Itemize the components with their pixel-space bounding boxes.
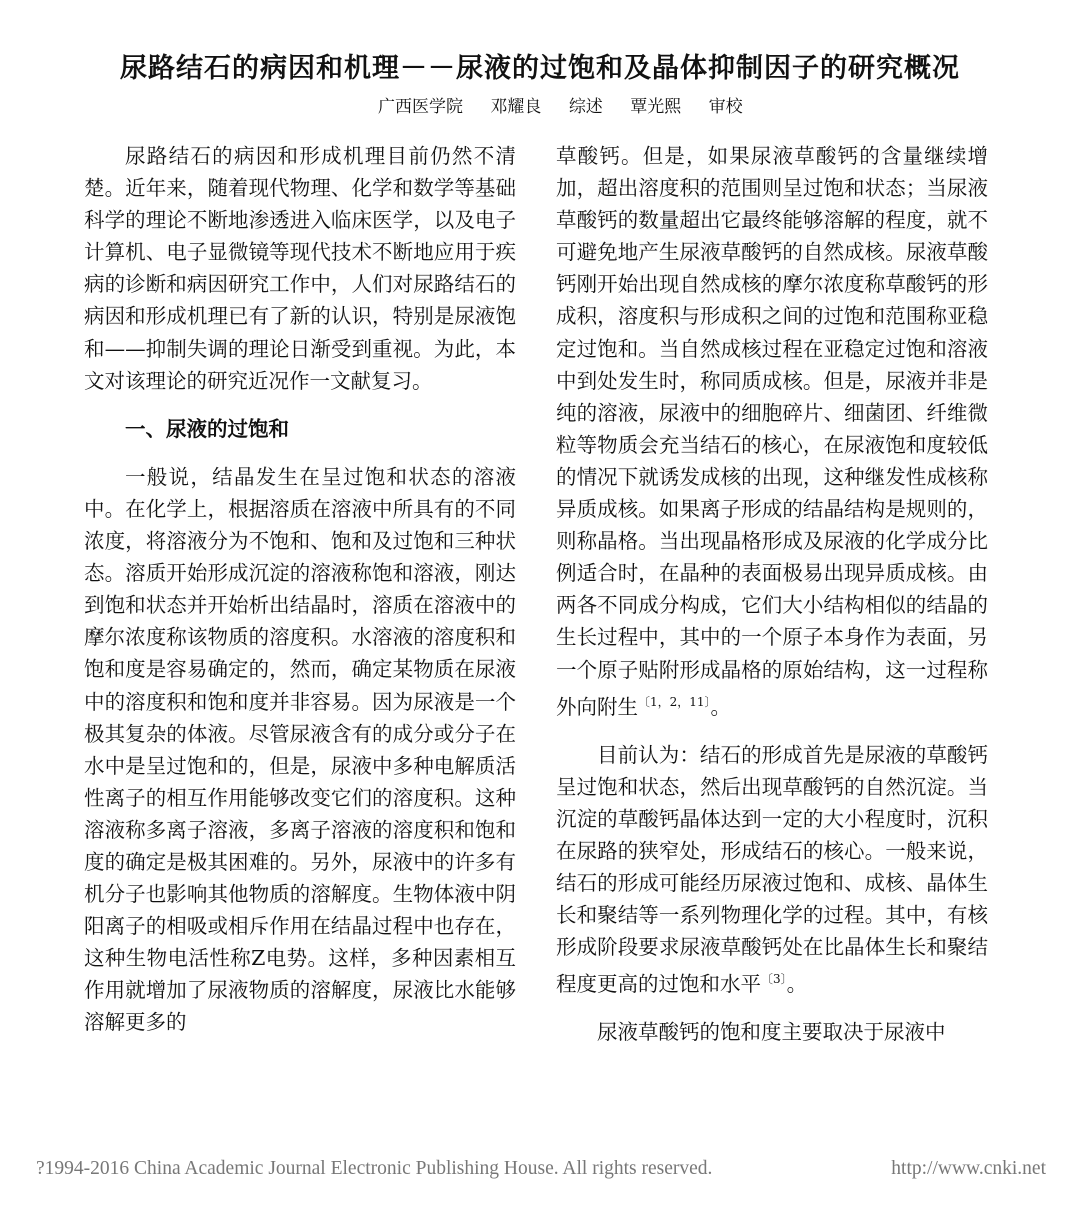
copyright-notice: ?1994-2016 China Academic Journal Electronic Publishing House. All rights reserved. xyxy=(36,1158,713,1179)
citation: 〔3〕 xyxy=(761,972,787,987)
institution: 广西医学院 xyxy=(378,97,463,117)
paragraph-text: 草酸钙。但是，如果尿液草酸钙的含量继续增加，超出溶度积的范围则呈过饱和状态；当尿液草酸钙的数量超出它最终能够溶解的程度，就不可避免地产生尿液草酸钙的自然成核。尿液草酸钙刚开始出现自然成核的摩尔浓度称草酸钙的形成积，溶度积与形成积之间的过饱和范围称亚稳定过饱和。当自然成核过程在亚稳定过饱和溶液中到处发生时，称同质成核。但是，尿液并非是纯的溶液，尿液中的细胞碎片、细菌团、纤维微粒等物质会充当结石的核心，在尿液饱和度较低的情况下就诱发成核的出现，这种继发性成核称异质成核。如果离子形成的结晶结构是规则的，则称晶格。当出现晶格形成及尿液的化学成分比例适合时，在晶种的表面极易出现异质成核。由两各不同成分构成，它们大小结构相似的结晶的生长过程中，其中的一个原子本身作为表面，另一个原子贴附形成晶格的原始结构，这一过程称外向附生 xyxy=(556,144,988,719)
article-title: 尿路结石的病因和机理－－尿液的过饱和及晶体抑制因子的研究概况 xyxy=(120,53,960,85)
body-paragraph: 尿液草酸钙的饱和度主要取决于尿液中 xyxy=(597,1020,946,1045)
citation: 〔1，2，11〕 xyxy=(638,694,711,709)
paragraph-text: 目前认为：结石的形成首先是尿液的草酸钙呈过饱和状态，然后出现草酸钙的自然沉淀。当沉淀的草酸钙晶体达到一定的大小程度时，沉积在尿路的狭窄处，形成结石的核心。一般来说，结石的形成可能经历尿液过饱和、成核、晶体生长和聚结等一系列物理化学的过程。其中，有核形成阶段要求尿液草酸钙处在比晶体生长和聚结程度更高的过饱和水平 xyxy=(556,742,988,996)
body-paragraph: 一般说，结晶发生在呈过饱和状态的溶液中。在化学上，根据溶质在溶液中所具有的不同浓度，将溶液分为不饱和、饱和及过饱和三种状态。溶质开始形成沉淀的溶液称饱和溶液，刚达到饱和状态并开始析出结晶时，溶质在溶液中的摩尔浓度称该物质的溶度积。水溶液的溶度积和饱和度是容易确定的，然而，确定某物质在尿液中的溶度积和饱和度并非容易。因为尿液是一个极其复杂的体液。尽管尿液含有的成分或分子在水中是呈过饱和的，但是，尿液中多种电解质活性离子的相互作用能够改变它们的溶度积。这种溶液称多离子溶液，多离子溶液的溶度积和饱和度的确定是极其困难的。另外，尿液中的许多有机分子也影响其他物质的溶解度。生物体液中阴阳离子的相吸或相斥作用在结晶过程中也存在，这种生物电活性称Z电势。这样，多种因素相互作用就增加了尿液物质的溶解度，尿液比水能够溶解更多的 xyxy=(84,464,516,1035)
author-role: 综述 xyxy=(568,97,603,117)
paragraph-end: 。 xyxy=(786,972,808,996)
body-paragraph xyxy=(556,739,988,1001)
intro-paragraph: 尿路结石的病因和形成机理目前仍然不清楚。近年来，随着现代物理、化学和数学等基础科学的理论不断地渗透进入临床医学，以及电子计算机、电子显微镜等现代技术不断地应用于疾病的诊断和病因研究工作中，人们对尿路结石的病因和形成机理已有了新的认识，特别是尿液饱和——抑制失调的理论日渐受到重视。为此，本文对该理论的研究近况作一文献复习。 xyxy=(84,144,516,393)
author: 邓耀良 xyxy=(490,97,542,117)
source-url: http://www.cnki.net xyxy=(891,1158,1046,1179)
body-paragraph-continued xyxy=(556,140,988,723)
reviewer-role: 审校 xyxy=(708,97,743,117)
paragraph-end: 。 xyxy=(710,694,732,719)
right-column xyxy=(556,140,988,1048)
page-footer xyxy=(36,1158,1046,1180)
byline xyxy=(378,92,757,117)
section-heading: 一、尿液的过饱和 xyxy=(125,416,289,441)
reviewer: 覃光熙 xyxy=(630,97,682,117)
left-column xyxy=(84,140,516,1039)
